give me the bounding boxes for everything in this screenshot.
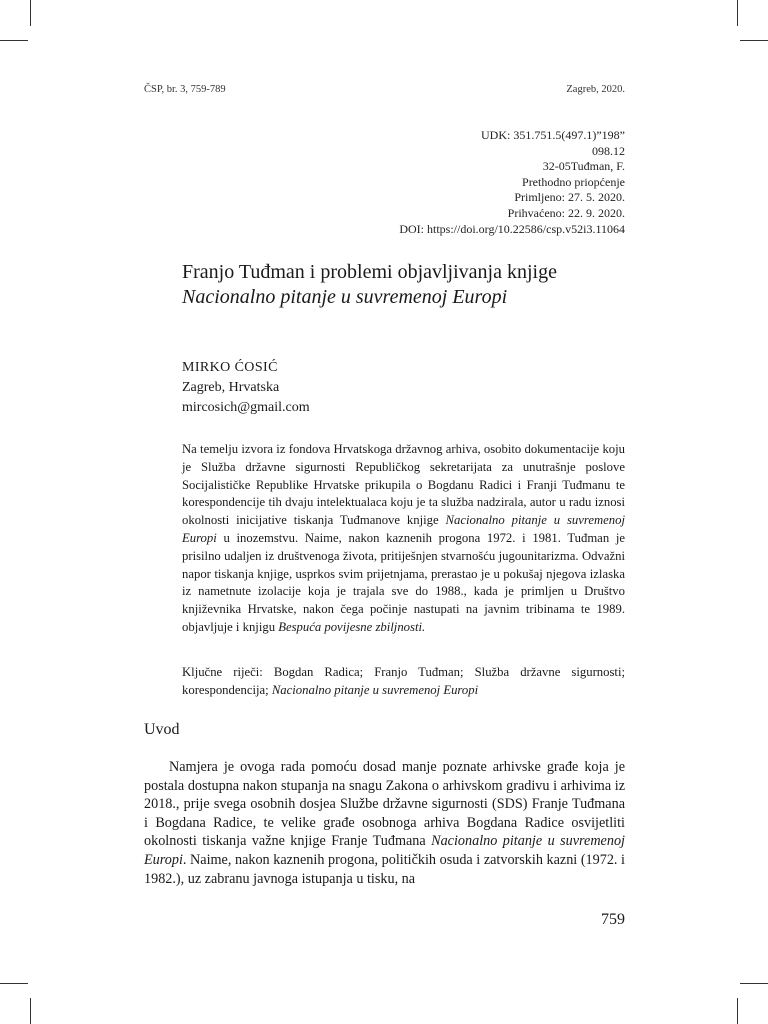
crop-mark-tr-h — [740, 40, 768, 41]
abstract-text-1: Na temelju izvora iz fondova Hrvatskoga državnog arhiva, osobito dokumentacije koju je Služba državne sigurnosti Republičkog sekretarijata za unutrašnje poslove Socijalističke Republike Hrvatske prikupila o Bogdanu Radici i Franji Tuđmanu te korespondencije tih dvaju intelektualaca koju je ta služba nadzirala, autor u radu iznosi okolnosti inicijative tiskanja Tuđmanove knjige — [182, 442, 625, 528]
abstract — [182, 441, 625, 637]
crop-mark-tl-v — [30, 0, 31, 26]
article-type: Prethodno priopćenje — [522, 174, 625, 189]
crop-mark-br-h — [740, 983, 768, 984]
body-text-1: Namjera je ovoga rada pomoću dosad manje poznate arhivske građe koja je postala dostupna nakon stupanja na snagu Zakona o arhivskom gradivu i arhivima iz 2018., prije svega osobnih dosjea Službe državne sigurnosti (SDS) Franje Tuđmana i Bogdana Radice, te velike građe osobnoga arhiva Bogdana Radice osvijetliti okolnosti tiskanja važne knjige Franje Tuđmana — [144, 759, 625, 850]
crop-mark-tr-v — [737, 0, 738, 26]
udk-code-line3: 32-05Tuđman, F. — [542, 159, 625, 174]
keywords-book-title: Nacionalno pitanje u suvremenoj Europi — [271, 682, 479, 697]
author-name: MIRKO ĆOSIĆ — [182, 360, 278, 375]
abstract-text-2: u inozemstvu. Naime, nakon kaznenih progona 1972. i 1981. Tuđman je prisilno udaljen iz društvenoga života, pritiješnjen stvarnošću jugounitarizma. Odvažni napor tiskanja knjige, usprkos svim prijetnjama, prerastao je u pokušaj njegova izlaska iz nametnute izolacije koja je trajala sve do 1988., kada je primljen u Društvo književnika Hrvatske, nakon čega počinje nastupati na javnim tribinama te 1989. objavljuje i knjigu — [182, 530, 625, 634]
crop-mark-bl-h — [0, 983, 28, 984]
article-subtitle: Nacionalno pitanje u suvremenoj Europi — [182, 286, 508, 308]
author-block — [182, 358, 310, 418]
crop-mark-tl-h — [0, 40, 28, 41]
running-header-journal: ČSP, br. 3, 759-789 — [144, 84, 226, 95]
keywords — [182, 664, 625, 700]
keywords-text: Ključne riječi: Bogdan Radica; Franjo Tuđman; Služba državne sigurnosti; korespondencija; — [182, 665, 625, 697]
udk-code: UDK: 351.751.5(497.1)”198” — [481, 128, 625, 142]
crop-mark-bl-v — [30, 998, 31, 1024]
body-book-title: Nacionalno pitanje u suvremenoj Europi — [144, 833, 625, 868]
abstract-book-title-2: Bespuća povijesne zbiljnosti. — [278, 619, 426, 634]
article-metadata — [399, 128, 625, 237]
running-header-place-year: Zagreb, 2020. — [566, 84, 625, 95]
article-title: Franjo Tuđman i problemi objavljivanja knjige — [182, 261, 557, 283]
title-block — [182, 260, 642, 310]
author-location: Zagreb, Hrvatska — [182, 380, 280, 395]
body-text-2: . Naime, nakon kaznenih progona, političkih osuda i zatvorskih kazni (1972. i 1982.), uz zabranu javnoga istupanja u tisku, na — [144, 851, 625, 887]
page-number: 759 — [601, 911, 625, 928]
received-date: Primljeno: 27. 5. 2020. — [514, 190, 625, 205]
accepted-date: Prihvaćeno: 22. 9. 2020. — [507, 205, 625, 220]
author-email[interactable]: mircosich@gmail.com — [182, 400, 310, 415]
body-text — [144, 758, 625, 888]
abstract-book-title-1: Nacionalno pitanje u suvremenoj Europi — [182, 513, 625, 545]
crop-mark-br-v — [737, 998, 738, 1024]
doi-link[interactable]: DOI: https://doi.org/10.22586/csp.v52i3.11064 — [399, 221, 625, 236]
body-paragraph — [144, 758, 625, 888]
abstract-paragraph — [182, 441, 625, 637]
section-heading: Uvod — [144, 721, 180, 738]
udk-code-line2: 098.12 — [592, 143, 625, 158]
